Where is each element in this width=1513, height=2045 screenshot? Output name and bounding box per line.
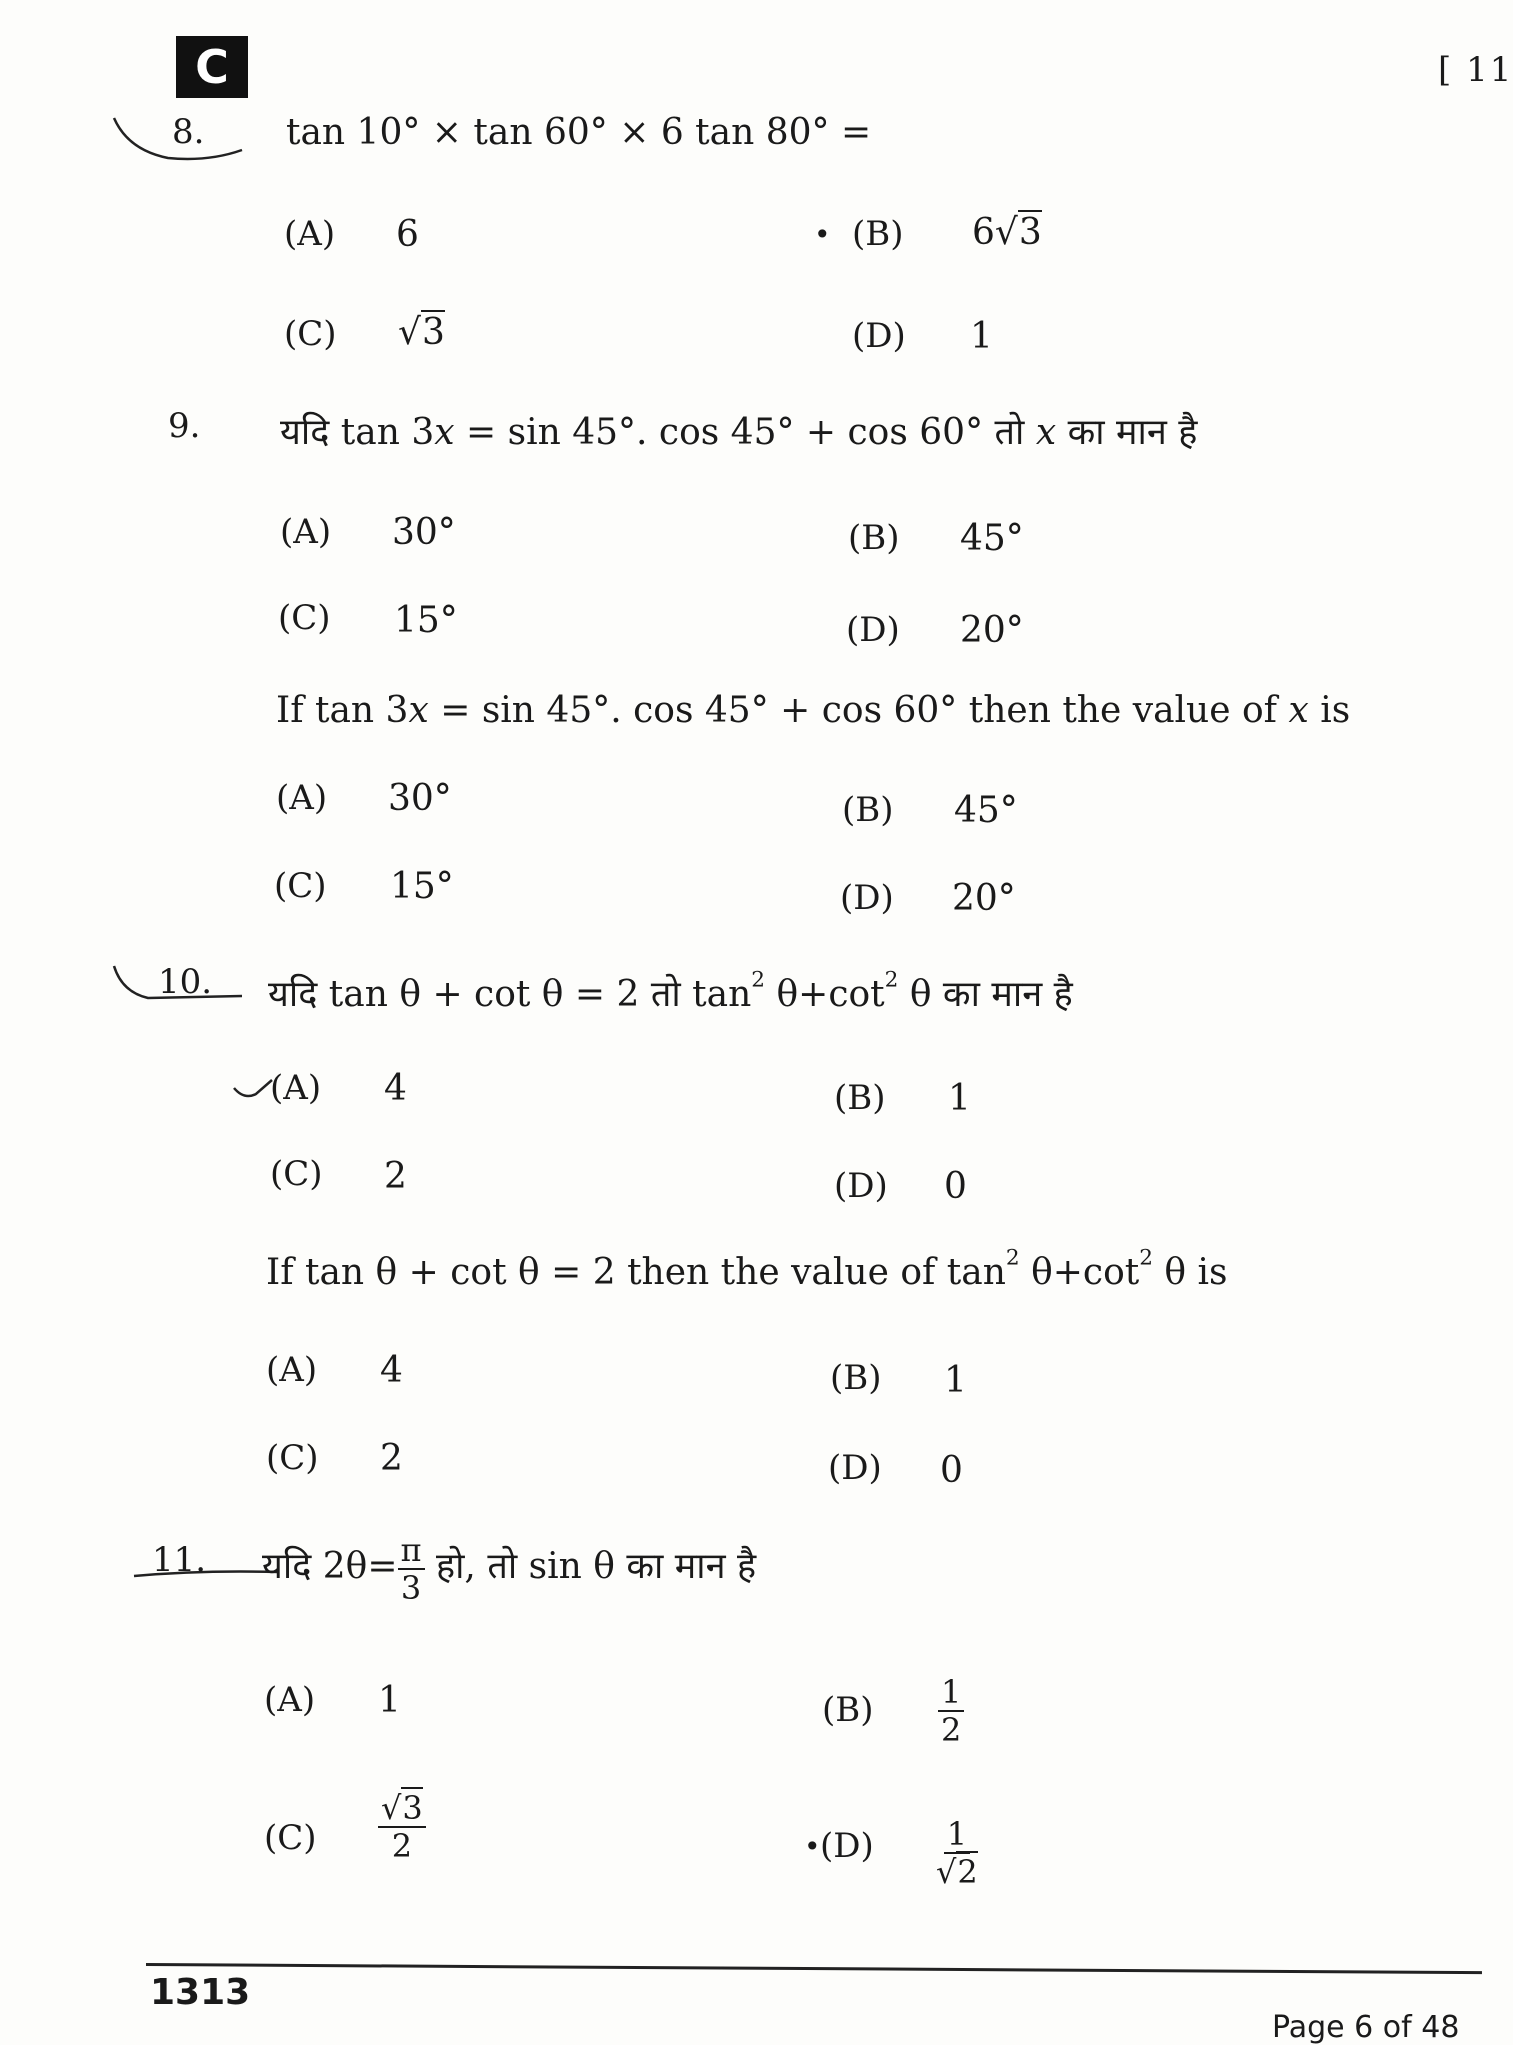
- q10-en-option-b-label: (B): [830, 1358, 882, 1398]
- q10-hi-option-a-value: 4: [384, 1068, 407, 1109]
- q10-hi-option-a-label: (A): [270, 1068, 322, 1108]
- q10-hi-option-b-value: 1: [948, 1078, 971, 1119]
- q11-option-a-label: (A): [264, 1680, 316, 1720]
- q9-hi-option-c-value: 15°: [394, 600, 458, 641]
- question-9-text-hindi: यदि tan 3x = sin 45°. cos 45° + cos 60° तो x का मान है: [280, 412, 1198, 453]
- q11-option-b-label: (B): [822, 1690, 874, 1730]
- q9-hi-option-a-label: (A): [280, 512, 332, 552]
- q9-en-option-a-value: 30°: [388, 778, 452, 819]
- q10-en-option-c-value: 2: [380, 1438, 403, 1479]
- q11-option-d-label: (D): [820, 1826, 874, 1866]
- q8-option-d-value: 1: [970, 316, 993, 357]
- question-number-8: 8.: [172, 112, 205, 152]
- q10-hi-option-c-label: (C): [270, 1154, 323, 1194]
- q10-hi-option-c-value: 2: [384, 1156, 407, 1197]
- q9-en-option-d-value: 20°: [952, 878, 1016, 919]
- q9-hi-option-b-label: (B): [848, 518, 900, 558]
- footer-rule: [146, 1963, 1482, 1974]
- q9-en-option-a-label: (A): [276, 778, 328, 818]
- q8-option-c-label: (C): [284, 314, 337, 354]
- q10-hi-option-d-value: 0: [944, 1166, 967, 1207]
- q9-hi-option-a-value: 30°: [392, 512, 456, 553]
- question-10-text-hindi: यदि tan θ + cot θ = 2 तो $\tan^2 \theta+\cot^2$ θ का मान है: [268, 967, 1073, 1015]
- q8-option-a-label: (A): [284, 214, 336, 254]
- q11-option-b-value: $\frac{1}{2}$: [938, 1676, 964, 1746]
- q10-en-option-b-value: 1: [944, 1360, 967, 1401]
- q8-option-c-value: √3: [398, 312, 445, 353]
- q9-hi-option-d-value: 20°: [960, 610, 1024, 651]
- q10-hi-option-d-label: (D): [834, 1166, 888, 1206]
- question-number-9: 9.: [168, 406, 201, 446]
- question-10-text-english: If tan θ + cot θ = 2 then the value of $\tan^2 \theta+\cot^2$ θ is: [266, 1245, 1228, 1293]
- q11-option-c-label: (C): [264, 1818, 317, 1858]
- q9-hi-option-c-label: (C): [278, 598, 331, 638]
- q8-option-a-value: 6: [396, 214, 419, 255]
- booklet-code: 1313: [150, 1972, 251, 2013]
- q9-hi-option-d-label: (D): [846, 610, 900, 650]
- q10-en-option-d-value: 0: [940, 1450, 963, 1491]
- pi-over-3-fraction: $\frac{\pi}{3}$: [398, 1534, 425, 1604]
- question-number-10: 10.: [158, 962, 213, 1002]
- q10-en-option-c-label: (C): [266, 1438, 319, 1478]
- q8-option-b-value: 6√3: [972, 212, 1042, 253]
- question-9-text-english: If tan 3x = sin 45°. cos 45° + cos 60° then the value of x is: [276, 690, 1351, 731]
- set-code-badge: C: [176, 36, 248, 98]
- q8-option-b-label: (B): [852, 214, 904, 254]
- answer-marker-dot: •: [804, 1830, 821, 1863]
- q9-en-option-b-value: 45°: [954, 790, 1018, 831]
- question-number-11: 11.: [152, 1540, 207, 1580]
- question-8-text: tan 10° × tan 60° × 6 tan 80° =: [286, 112, 872, 153]
- page-corner-marker: [ 11: [1438, 50, 1513, 90]
- q9-en-option-c-value: 15°: [390, 866, 454, 907]
- question-11-text-hindi: यदि 2θ= $\frac{\pi}{3}$ हो, तो sin θ का मान है: [262, 1531, 757, 1607]
- answer-marker-dot: •: [814, 218, 831, 251]
- q11-option-d-value: $\frac{1}{√2}$: [936, 1815, 978, 1891]
- q10-hi-option-b-label: (B): [834, 1078, 886, 1118]
- q9-en-option-b-label: (B): [842, 790, 894, 830]
- q9-hi-option-b-value: 45°: [960, 518, 1024, 559]
- q9-en-option-d-label: (D): [840, 878, 894, 918]
- q11-option-a-value: 1: [378, 1680, 401, 1721]
- page-number: Page 6 of 48: [1272, 2010, 1460, 2045]
- q10-en-option-a-label: (A): [266, 1350, 318, 1390]
- q9-en-option-c-label: (C): [274, 866, 327, 906]
- q10-en-option-a-value: 4: [380, 1350, 403, 1391]
- q11-option-c-value: $\frac{√3}{2}$: [378, 1792, 426, 1862]
- q8-option-d-label: (D): [852, 316, 906, 356]
- q10-en-option-d-label: (D): [828, 1448, 882, 1488]
